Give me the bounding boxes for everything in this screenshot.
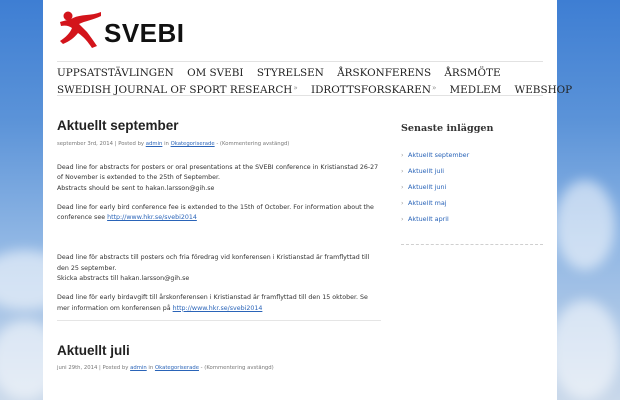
- nav-item-medlem[interactable]: MEDLEM: [449, 83, 502, 96]
- post-divider: [57, 320, 381, 321]
- nav-item-webshop[interactable]: WEBSHOP: [514, 83, 573, 96]
- post-paragraph: [57, 203, 381, 224]
- nav-item-arskonferens[interactable]: ÅRSKONFERENS: [337, 67, 432, 79]
- sidebar-title: Senaste inläggen: [401, 123, 494, 134]
- nav-item-styrelsen[interactable]: STYRELSEN: [256, 67, 324, 79]
- recent-post-item: [401, 211, 543, 227]
- in-label: in: [164, 141, 169, 147]
- paragraph-line: Dead line för abstracts till posters och fria föredrag vid konferensen i Kristianstad är framflyttad till den 25 september.: [57, 254, 370, 272]
- conference-link[interactable]: http://www.hkr.se/svebi2014: [107, 214, 197, 222]
- paragraph-text: Dead line for early bird conference fee is extended to the 15th of October. For information about the conference see: [57, 203, 374, 222]
- category-link[interactable]: Okategoriserade: [170, 141, 215, 147]
- post-title[interactable]: Aktuellt juli: [57, 342, 130, 358]
- recent-posts-list: [401, 147, 543, 227]
- author-link[interactable]: admin: [130, 364, 147, 371]
- sky-cloud: [550, 300, 620, 400]
- post-date: juni 29th, 2014: [57, 364, 98, 371]
- nav-row-1: [57, 66, 517, 81]
- recent-post-item: [401, 179, 543, 195]
- post-date: september 3rd, 2014: [57, 141, 114, 147]
- author-link[interactable]: admin: [145, 141, 163, 147]
- sidebar-divider: [401, 244, 543, 245]
- comments-status: (Kommentering avstängd): [219, 141, 290, 147]
- post-paragraph: [57, 253, 381, 284]
- site-logo[interactable]: [57, 8, 187, 52]
- posted-by-label: Posted by: [118, 141, 145, 147]
- conference-link[interactable]: http://www.hkr.se/svebi2014: [172, 304, 263, 312]
- post-meta: juni 29th, 2014 | Posted by admin in Okategoriserade - (Kommentering avstängd): [57, 364, 274, 371]
- sidebar: [401, 123, 543, 245]
- recent-post-link[interactable]: Aktuellt maj: [408, 199, 447, 207]
- in-label: in: [148, 364, 154, 371]
- paragraph-line: Skicka abstracts till hakan.larsson@gih.se: [57, 275, 190, 283]
- recent-post-item: [401, 195, 543, 211]
- sky-cloud: [555, 180, 615, 270]
- nav-divider-bottom: [57, 95, 543, 96]
- category-link[interactable]: Okategoriserade: [154, 364, 199, 371]
- nav-item-label: SWEDISH JOURNAL OF SPORT RESEARCH: [57, 83, 293, 96]
- paragraph-line: Dead line for abstracts for posters or oral presentations at the SVEBI conference in Kristianstad 26-27 of November is extended to the 25th of September.: [57, 164, 379, 182]
- site-name: SVEBI: [104, 18, 185, 48]
- paragraph-text: Dead line för early birdavgift till årskonferensen i Kristianstad är framflyttad till den 15 oktober. Se mer information om konferensen på: [57, 294, 368, 312]
- comments-status: (Kommentering avstängd): [204, 364, 274, 371]
- submenu-arrow-icon: »: [431, 83, 437, 92]
- submenu-arrow-icon: »: [293, 83, 298, 92]
- runner-logo-icon: [57, 10, 103, 50]
- recent-post-link[interactable]: Aktuellt juni: [408, 183, 447, 191]
- post-title[interactable]: Aktuellt september: [57, 118, 179, 133]
- page-container: [43, 0, 573, 400]
- post-paragraph: [57, 293, 381, 314]
- nav-item-arsmote[interactable]: ÅRSMÖTE: [444, 67, 501, 79]
- post-aktuellt-september: [57, 116, 381, 321]
- post-paragraph: [57, 163, 381, 194]
- nav-divider-top: [57, 61, 543, 62]
- post-aktuellt-juli: [57, 341, 381, 373]
- recent-post-link[interactable]: Aktuellt juli: [408, 167, 445, 175]
- post-meta: september 3rd, 2014 | Posted by admin in Okategoriserade - (Kommentering avstängd): [57, 141, 290, 147]
- nav-item-uppsatstavlingen[interactable]: UPPSATSTÄVLINGEN: [57, 67, 174, 79]
- nav-item-label: IDROTTSFORSKAREN: [310, 83, 431, 96]
- recent-post-link[interactable]: Aktuellt april: [408, 215, 449, 223]
- recent-post-item: [401, 147, 543, 163]
- posted-by-label: Posted by: [102, 364, 129, 371]
- nav-item-om-svebi[interactable]: OM SVEBI: [187, 67, 244, 79]
- recent-post-link[interactable]: Aktuellt september: [408, 151, 470, 159]
- paragraph-line: Abstracts should be sent to hakan.larsson@gih.se: [57, 184, 215, 192]
- recent-post-item: [401, 163, 543, 179]
- main-navigation: [57, 66, 573, 97]
- main-content: [57, 116, 381, 373]
